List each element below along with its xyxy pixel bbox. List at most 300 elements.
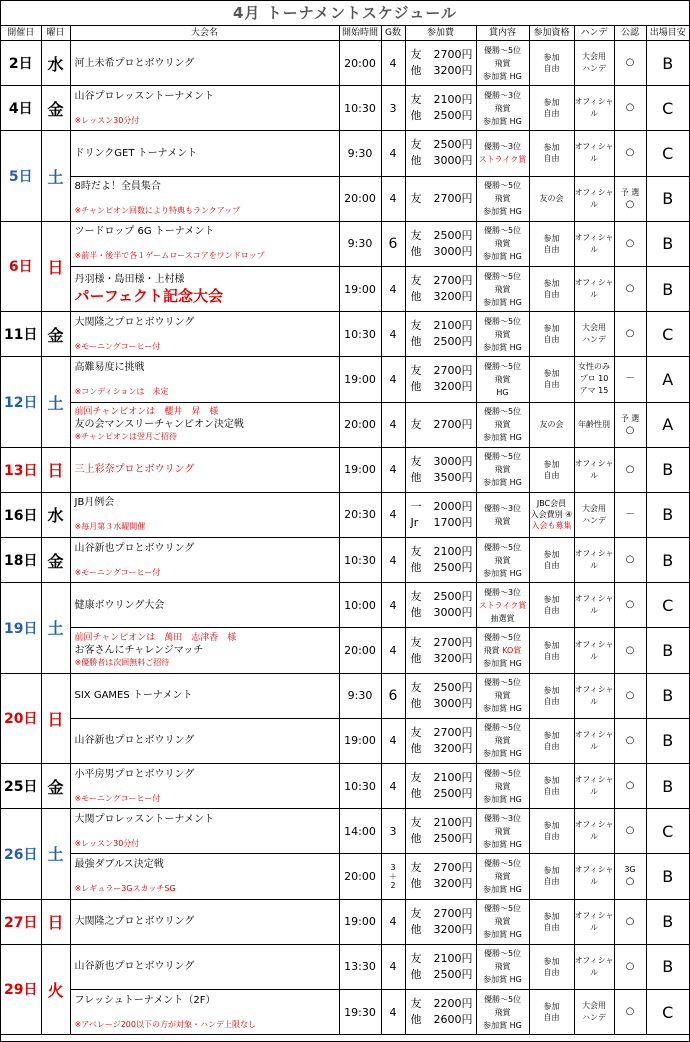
- certified-cell: [614, 809, 646, 854]
- eligibility-line: 参加: [543, 730, 560, 740]
- event-name-line: ※モーニングコーヒー付: [74, 341, 161, 351]
- certified-mark: ○: [625, 57, 635, 69]
- prize-cell: [476, 538, 529, 583]
- eligibility-cell: [529, 176, 574, 221]
- event-name-cell: [70, 854, 339, 899]
- fee-amount: 3200円: [433, 741, 473, 755]
- fee-type: 友: [410, 545, 422, 559]
- fee-amount: 3200円: [433, 64, 473, 78]
- eligibility-cell: [529, 899, 574, 944]
- game-count-part: 2: [390, 880, 396, 890]
- event-name-line: 大関隆之プロとボウリング: [74, 316, 195, 328]
- event-name-line: 高難易度に挑戦: [74, 361, 145, 373]
- game-count-part: ＋: [389, 871, 397, 881]
- certified-mark: －: [625, 373, 635, 385]
- header-fee: 参加費: [405, 26, 476, 41]
- level-mark: B: [646, 266, 689, 311]
- fee-type: 友: [410, 906, 422, 920]
- game-count: 4: [381, 899, 405, 944]
- prize-text: 参加賞 HG: [483, 342, 522, 352]
- prize-line: [477, 418, 529, 431]
- fee-type: 友: [410, 93, 422, 107]
- level-mark: B: [646, 176, 689, 221]
- fee-cell: [405, 673, 476, 718]
- certified-cell: [614, 266, 646, 311]
- certified-mark: ○: [625, 825, 635, 837]
- prize-text: 飛賞: [494, 871, 511, 881]
- event-name-line: [75, 193, 335, 205]
- event-name-line: ドリンクGET トーナメント: [74, 147, 198, 159]
- certified-cell: [614, 312, 646, 357]
- eligibility-line: 自由: [543, 696, 560, 706]
- event-name-line: 大関プロレッスントーナメント: [74, 813, 214, 825]
- handicap-cell: [574, 221, 614, 266]
- prize-text: 優勝～5位: [483, 181, 522, 191]
- fee-line: [408, 417, 474, 433]
- event-name-line: [75, 781, 335, 793]
- fee-cell: [405, 944, 476, 989]
- start-time: 9:30: [339, 221, 381, 266]
- event-name-line: 丹羽様・島田様・上村様: [74, 273, 185, 285]
- fee-line: [408, 108, 474, 124]
- certified-mark: ○: [625, 102, 635, 114]
- certified-mark: ○: [625, 689, 635, 701]
- prize-text: 飛賞: [494, 555, 511, 565]
- prize-line: [477, 631, 529, 644]
- event-name-line: JB月例会: [74, 497, 115, 509]
- handicap-cell: [574, 447, 614, 492]
- handicap-line: 大会用: [582, 323, 606, 333]
- event-name-line: 健康ボウリング大会: [74, 599, 165, 611]
- handicap-cell: [574, 673, 614, 718]
- fee-amount: 2700円: [433, 635, 473, 649]
- fee-line: [408, 605, 474, 621]
- prize-text: 優勝～3位: [483, 813, 522, 823]
- prize-line: [477, 734, 529, 747]
- fee-line: [408, 860, 474, 876]
- prize-text: 優勝～5位: [483, 226, 522, 236]
- prize-cell: [476, 628, 529, 673]
- fee-amount: 2500円: [433, 590, 473, 604]
- prize-text: 参加賞 HG: [483, 839, 522, 849]
- fee-cell: [405, 628, 476, 673]
- prize-line: [477, 283, 529, 296]
- fee-type: 他: [410, 470, 422, 484]
- certified-mark: ○: [625, 554, 635, 566]
- prize-cell: [476, 86, 529, 131]
- handicap-line: オフィシャル: [574, 684, 614, 706]
- fee-type: 友: [410, 951, 422, 965]
- prize-text: 優勝～5位: [483, 45, 522, 55]
- handicap-line: オフィシャル: [574, 955, 614, 977]
- fee-line: [408, 635, 474, 651]
- handicap-line: 大会用: [582, 503, 606, 513]
- handicap-line: プロ 10: [579, 374, 609, 384]
- level-mark: B: [646, 538, 689, 583]
- fee-cell: [405, 176, 476, 221]
- fee-line: [408, 967, 474, 983]
- event-name-line: 最強ダブルス決定戦: [74, 858, 164, 870]
- fee-type: 他: [410, 109, 422, 123]
- game-count: 4: [381, 944, 405, 989]
- event-name-line: ※コンディションは 未定: [74, 386, 169, 396]
- handicap-cell: [574, 944, 614, 989]
- fee-type: 他: [410, 64, 422, 78]
- eligibility-line: 入会費別 ④: [530, 510, 573, 520]
- prize-text: ストライク賞: [478, 600, 527, 610]
- fee-type: Jr: [410, 515, 419, 529]
- prize-line: [477, 612, 529, 625]
- prize-line: [477, 70, 529, 83]
- event-name-line: [75, 871, 335, 883]
- fee-amount: 3200円: [433, 922, 473, 936]
- prize-text: 参加賞 HG: [483, 71, 522, 81]
- certified-cell: [614, 447, 646, 492]
- eligibility-cell: [529, 718, 574, 763]
- eligibility-line: 参加: [543, 685, 560, 695]
- fee-type: 友: [410, 680, 422, 694]
- event-row: [1, 989, 689, 1034]
- start-time: 10:00: [339, 583, 381, 628]
- handicap-line: 大会用: [582, 1001, 606, 1011]
- level-mark: B: [646, 673, 689, 718]
- prize-cell: [476, 583, 529, 628]
- fee-amount: 3200円: [433, 877, 473, 891]
- certified-mark: ○: [625, 424, 635, 436]
- fee-type: 友: [410, 319, 422, 333]
- event-weekday: 土: [41, 583, 70, 673]
- handicap-line: 年齢性別: [578, 419, 610, 429]
- prize-line: [477, 89, 529, 102]
- page-title: 4月 トーナメントスケジュール: [1, 1, 689, 26]
- certified-cell: [614, 718, 646, 763]
- certified-mark: ○: [625, 463, 635, 475]
- fee-type: 他: [410, 696, 422, 710]
- event-weekday: 水: [41, 492, 70, 537]
- level-mark: B: [646, 899, 689, 944]
- eligibility-line: 参加: [543, 324, 560, 334]
- handicap-cell: [574, 266, 614, 311]
- prize-line: [477, 721, 529, 734]
- event-weekday: 日: [41, 673, 70, 763]
- prize-text: 参加賞 HG: [483, 884, 522, 894]
- fee-type: 友: [410, 48, 422, 62]
- event-name-cell: [70, 899, 339, 944]
- start-time: 10:30: [339, 312, 381, 357]
- prize-line: [477, 57, 529, 70]
- prize-text: 飛賞: [494, 781, 511, 791]
- certified-mark: ○: [625, 328, 635, 340]
- prize-cell: [476, 176, 529, 221]
- fee-amount: 2700円: [433, 906, 473, 920]
- fee-type: 他: [410, 877, 422, 891]
- prize-line: [477, 973, 529, 986]
- event-weekday: 火: [41, 944, 70, 1034]
- event-name-line: [75, 826, 335, 838]
- level-mark: B: [646, 718, 689, 763]
- fee-line: [408, 470, 474, 486]
- eligibility-line: 参加: [543, 640, 560, 650]
- eligibility-line: 自由: [543, 154, 560, 164]
- event-row: [1, 492, 689, 537]
- eligibility-cell: [529, 944, 574, 989]
- handicap-cell: [574, 357, 614, 402]
- prize-line: [477, 250, 529, 263]
- prize-cell: [476, 221, 529, 266]
- event-date: 27日: [1, 899, 41, 944]
- event-name-line: 8時だよ！全員集合: [74, 181, 161, 193]
- prize-line: [477, 780, 529, 793]
- fee-line: [408, 318, 474, 334]
- event-name-line: 前回チャンピオンは 萬田 志津香 様: [74, 633, 237, 644]
- prize-line: [477, 270, 529, 283]
- certified-mark: －: [625, 508, 635, 520]
- level-mark: A: [646, 402, 689, 447]
- fee-type: 他: [410, 244, 422, 258]
- certified-cell: [614, 402, 646, 447]
- prize-text: 優勝～5位: [483, 904, 522, 914]
- prize-line: [477, 179, 529, 192]
- fee-line: [408, 651, 474, 667]
- fee-amount: 2500円: [433, 138, 473, 152]
- event-name-cell: [70, 402, 339, 447]
- prize-cell: [476, 41, 529, 86]
- prize-text: 優勝～5位: [483, 452, 522, 462]
- fee-amount: 2700円: [433, 364, 473, 378]
- header-eligibility: 参加資格: [529, 26, 574, 41]
- certified-cell: [614, 944, 646, 989]
- fee-line: [408, 725, 474, 741]
- eligibility-line: 参加: [543, 911, 560, 921]
- fee-line: [408, 831, 474, 847]
- event-name-line: フレッシュトーナメント（2F）: [74, 994, 216, 1006]
- certified-mark: ○: [625, 915, 635, 927]
- fee-amount: 2700円: [433, 861, 473, 875]
- event-name-line: [75, 509, 335, 521]
- fee-amount: 3200円: [433, 290, 473, 304]
- fee-type: 友: [410, 274, 422, 288]
- prize-text: 飛賞: [483, 646, 500, 656]
- prize-cell: [476, 899, 529, 944]
- handicap-line: オフィシャル: [574, 865, 614, 887]
- event-name-line: ※モーニングコーヒー付: [74, 793, 161, 803]
- prize-line: [477, 825, 529, 838]
- fee-cell: [405, 492, 476, 537]
- fee-type: 他: [410, 606, 422, 620]
- prize-text: 参加賞 HG: [483, 1020, 522, 1030]
- prize-text: 飛賞: [494, 103, 511, 113]
- prize-text: 飛賞: [494, 736, 511, 746]
- event-name-cell: [70, 447, 339, 492]
- handicap-cell: [574, 402, 614, 447]
- start-time: 10:30: [339, 538, 381, 583]
- fee-type: 友: [410, 417, 422, 431]
- handicap-cell: [574, 176, 614, 221]
- prize-line: [477, 702, 529, 715]
- eligibility-line: 参加: [543, 369, 560, 379]
- event-name-line: 山谷プロレッスントーナメント: [74, 90, 214, 102]
- prize-text: 飛賞: [494, 239, 511, 249]
- fee-amount: 2100円: [433, 93, 473, 107]
- fee-type: 友: [410, 364, 422, 378]
- prize-line: [477, 644, 529, 657]
- level-mark: B: [646, 447, 689, 492]
- game-count: 4: [381, 176, 405, 221]
- prize-cell: [476, 809, 529, 854]
- start-time: 19:00: [339, 447, 381, 492]
- prize-line: [477, 793, 529, 806]
- handicap-cell: [574, 718, 614, 763]
- eligibility-line: 自由: [543, 109, 560, 119]
- prize-cell: [476, 447, 529, 492]
- eligibility-cell: [529, 989, 574, 1034]
- start-time: 20:00: [339, 628, 381, 673]
- start-time: 20:00: [339, 854, 381, 899]
- prize-line: [477, 676, 529, 689]
- event-date: 18日: [1, 538, 41, 583]
- fee-line: [408, 334, 474, 350]
- fee-line: [408, 770, 474, 786]
- handicap-cell: [574, 989, 614, 1034]
- event-name-cell: [70, 221, 339, 266]
- fee-amount: 2500円: [433, 335, 473, 349]
- event-row: [1, 221, 689, 266]
- prize-text: 飛賞: [494, 962, 511, 972]
- fee-type: 他: [410, 832, 422, 846]
- level-mark: C: [646, 809, 689, 854]
- fee-line: [408, 244, 474, 260]
- event-name-line: SIX GAMES トーナメント: [74, 690, 193, 702]
- fee-cell: [405, 221, 476, 266]
- event-row: [1, 266, 689, 311]
- prize-line: [477, 554, 529, 567]
- prize-line: [477, 870, 529, 883]
- start-time: 19:00: [339, 718, 381, 763]
- handicap-cell: [574, 131, 614, 176]
- handicap-line: オフィシャル: [574, 549, 614, 571]
- prize-text: 飛賞: [494, 1007, 511, 1017]
- fee-line: [408, 191, 474, 207]
- event-weekday: 金: [41, 312, 70, 357]
- eligibility-cell: [529, 357, 574, 402]
- event-name-cell: [70, 86, 339, 131]
- prize-text: 飛賞: [494, 329, 511, 339]
- certified-cell: [614, 899, 646, 944]
- fee-amount: 2500円: [433, 832, 473, 846]
- prize-text: 優勝～5位: [483, 271, 522, 281]
- start-time: 14:00: [339, 809, 381, 854]
- certified-cell: [614, 583, 646, 628]
- handicap-line: オフィシャル: [574, 729, 614, 751]
- handicap-cell: [574, 492, 614, 537]
- event-name-cell: [70, 176, 339, 221]
- header-level: 出場目安: [646, 26, 689, 41]
- game-count: 4: [381, 41, 405, 86]
- prize-text: 飛賞: [494, 284, 511, 294]
- eligibility-line: 自由: [543, 380, 560, 390]
- handicap-line: ハンデ: [582, 335, 606, 345]
- level-mark: B: [646, 628, 689, 673]
- event-row: [1, 312, 689, 357]
- prize-text: HG: [496, 387, 509, 397]
- fee-line: [408, 815, 474, 831]
- event-name-line: ※アベレージ200以下の方が対象・ハンデ上限なし: [74, 1019, 256, 1029]
- event-date: 2日: [1, 41, 41, 86]
- prize-text: 優勝～5位: [483, 633, 522, 643]
- prize-text: 優勝～5位: [483, 678, 522, 688]
- fee-type: 他: [410, 787, 422, 801]
- prize-line: [477, 476, 529, 489]
- event-weekday: 金: [41, 764, 70, 809]
- eligibility-line: 参加: [543, 956, 560, 966]
- header-date: 開催日: [1, 26, 41, 41]
- prize-text: 飛賞: [494, 917, 511, 927]
- handicap-line: オフィシャル: [574, 594, 614, 616]
- game-count: 4: [381, 447, 405, 492]
- fee-cell: [405, 538, 476, 583]
- fee-type: 他: [410, 290, 422, 304]
- fee-amount: 2500円: [433, 967, 473, 981]
- event-date: 20日: [1, 673, 41, 763]
- start-time: 19:00: [339, 357, 381, 402]
- eligibility-line: 参加: [543, 143, 560, 153]
- prize-line: [477, 747, 529, 760]
- event-name-cell: [70, 41, 339, 86]
- fee-amount: 3500円: [433, 470, 473, 484]
- prize-line: [477, 502, 529, 515]
- prize-text: 優勝～3位: [483, 587, 522, 597]
- certified-mark: ○: [625, 237, 635, 249]
- schedule-table: [1, 26, 689, 1035]
- fee-amount: 3200円: [433, 380, 473, 394]
- event-row: [1, 764, 689, 809]
- start-time: 20:00: [339, 176, 381, 221]
- fee-cell: [405, 899, 476, 944]
- handicap-cell: [574, 764, 614, 809]
- prize-line: [477, 140, 529, 153]
- fee-type: 他: [410, 335, 422, 349]
- prize-line: [477, 767, 529, 780]
- event-name-cell: [70, 809, 339, 854]
- certified-mark: ○: [625, 198, 635, 210]
- fee-type: 他: [410, 651, 422, 665]
- fee-amount: 2500円: [433, 561, 473, 575]
- start-time: 9:30: [339, 131, 381, 176]
- handicap-cell: [574, 538, 614, 583]
- level-mark: B: [646, 221, 689, 266]
- handicap-line: オフィシャル: [574, 910, 614, 932]
- event-name-line: ※レッスン30分付: [74, 115, 140, 125]
- fee-amount: 2600円: [433, 1013, 473, 1027]
- fee-line: [408, 906, 474, 922]
- header-certified: 公認: [614, 26, 646, 41]
- eligibility-line: JBC会員: [536, 499, 567, 509]
- prize-cell: [476, 131, 529, 176]
- eligibility-line: 自由: [543, 335, 560, 345]
- start-time: 9:30: [339, 673, 381, 718]
- event-date: 13日: [1, 447, 41, 492]
- certified-cell: [614, 176, 646, 221]
- prize-line: [477, 315, 529, 328]
- eligibility-line: 参加: [543, 821, 560, 831]
- certified-cell: [614, 357, 646, 402]
- prize-text: 参加賞 HG: [483, 704, 522, 714]
- event-weekday: 水: [41, 41, 70, 86]
- eligibility-line: 参加: [543, 459, 560, 469]
- prize-cell: [476, 357, 529, 402]
- event-name-cell: [70, 718, 339, 763]
- fee-line: [408, 153, 474, 169]
